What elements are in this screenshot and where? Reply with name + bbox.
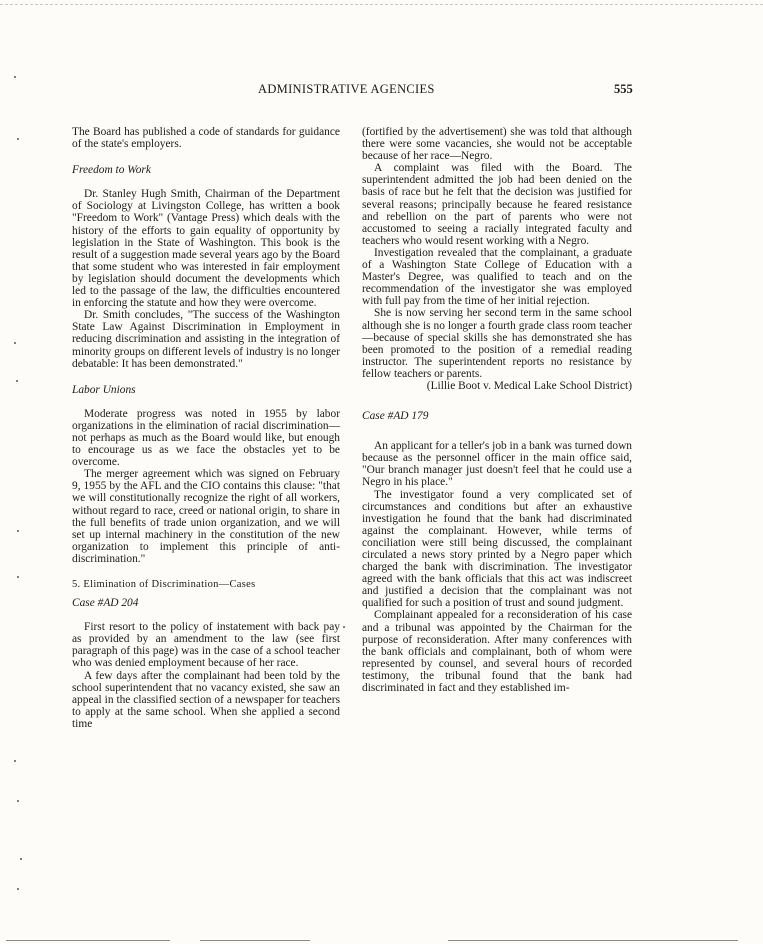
scan-speck [17, 800, 19, 802]
heading-freedom-to-work: Freedom to Work [72, 164, 151, 177]
scan-speck [343, 626, 345, 628]
heading-labor-unions: Labor Unions [72, 383, 136, 396]
scan-speck [17, 888, 19, 890]
scan-bottom-rule [6, 940, 170, 941]
left-column [72, 126, 340, 730]
right-column [362, 126, 632, 694]
section-heading-elimination: 5. Elimination of Discrimination—Cases [72, 579, 256, 590]
paragraph-freedom-1: Dr. Stanley Hugh Smith, Chairman of the Department of Sociology at Livingston College, has written a book "Freedom to Work" (Vantage Press) which deals with the history of the efforts to gain equality of opportunity by legislation in the State of Washington. This book is the result of a suggestion made several years ago by the Board that some student who was interested in fair employment by legislation should document the developments which led to the passage of the law, the difficulties encountered in enforcing the statute and how they were overcome. [72, 188, 340, 310]
scan-speck [17, 576, 19, 578]
page-number: 555 [614, 82, 633, 96]
paragraph-case-204-4: Investigation revealed that the complainant, a graduate of a Washington State College of Education with a Master's Degree, was qualified to teach and on the recommendation of the investigator she was employed with full pay from the time of her initial rejection. [362, 246, 632, 308]
paragraph-case-179-3: Complainant appealed for a reconsideration of his case and a tribunal was appointed by the Chairman for the purpose of reconsideration. After many conferences with the bank officials and complainant, both of whom were represented by counsel, and several hours of recorded testimony, the tribunal found that the bank had discriminated in fact and they established im- [362, 609, 632, 695]
paragraph-labor-1: Moderate progress was noted in 1955 by labor organizations in the elimination of racial discrimination—not perhaps as much as the Board would like, but enough to encourage us as we face the obstacles yet to be overcome. [72, 407, 340, 469]
scan-speck [14, 760, 16, 762]
case-204-citation: (Lillie Boot v. Medical Lake School District) [426, 379, 632, 392]
scan-bottom-rule [200, 940, 310, 941]
paragraph-case-204-3: A complaint was filed with the Board. The superintendent admitted the job had been denied on the basis of race but he felt that the decision was justified for several reasons; principally because he feared resistance and rebellion on the part of parents who were not accustomed to seeing a racially integrated faculty and teachers who would resent working with a Negro. [362, 162, 632, 247]
scan-speck [17, 530, 19, 532]
scan-speck [17, 138, 19, 140]
scan-speck [20, 858, 22, 860]
scan-speck [16, 380, 18, 382]
paragraph-freedom-2: Dr. Smith concludes, "The success of the Washington State Law Against Discrimination in Employment in reducing discrimination and assisting in the integration of minority groups on different levels of industry is no longer debatable: It has been demonstrated." [72, 309, 340, 370]
running-head: ADMINISTRATIVE AGENCIES [258, 82, 435, 96]
scan-speck [14, 76, 16, 78]
paragraph-case-179-1: An applicant for a teller's job in a bank was turned down because as the personnel officer in the main office said, "Our branch manager just doesn't feel that he could use a Negro in his place." [362, 440, 632, 489]
heading-case-204: Case #AD 204 [72, 597, 139, 610]
intro-paragraph: The Board has published a code of standards for guidance of the state's employers. [72, 126, 340, 151]
paragraph-case-204-1: First resort to the policy of instatement with back pay as provided by an amendment to the law (see first paragraph of this page) was in the case of a school teacher who was denied employment because of her race. [72, 621, 340, 670]
paragraph-case-204-continued: (fortified by the advertisement) she was told that although there were some vacancies, she would not be acceptable because of her race—Negro. [362, 126, 632, 163]
paragraph-case-204-2: A few days after the complainant had been told by the school superintendent that no vacancy existed, she saw an appeal in the classified section of a newspaper for teachers to apply at the same school. When she applied a second time [72, 669, 340, 730]
scan-speck [14, 342, 16, 344]
scan-bottom-rule [448, 940, 738, 941]
paragraph-case-179-2: The investigator found a very complicated set of circumstances and conditions but after an exhaustive investigation he found that the bank had discriminated against the complainant. However, while terms of conciliation were still being discussed, the complainant circulated a news story printed by a Negro paper which charged the bank with discrimination. The investigator agreed with the bank officials that this act was indiscreet and justified a decision that the complainant was not qualified for such a position of trust and sound judgment. [362, 488, 632, 610]
paragraph-case-204-5: She is now serving her second term in the same school although she is no longer a fourth grade class room teacher—because of special skills she has demonstrated she has been promoted to the position of a remedial reading instructor. The superintendent reports no resistance by fellow teachers or parents. [362, 307, 632, 380]
heading-case-179: Case #AD 179 [362, 410, 429, 423]
scan-edge-dotted-line [0, 4, 763, 5]
paragraph-labor-2: The merger agreement which was signed on February 9, 1955 by the AFL and the CIO contains this clause: "that we will constitutionally recognize the right of all workers, without regard to race, creed or national origin, to share in the full benefits of trade union organization, and we will set up internal machinery in the constitution of the new organization to implement this principle of anti-discrimination." [72, 468, 340, 565]
